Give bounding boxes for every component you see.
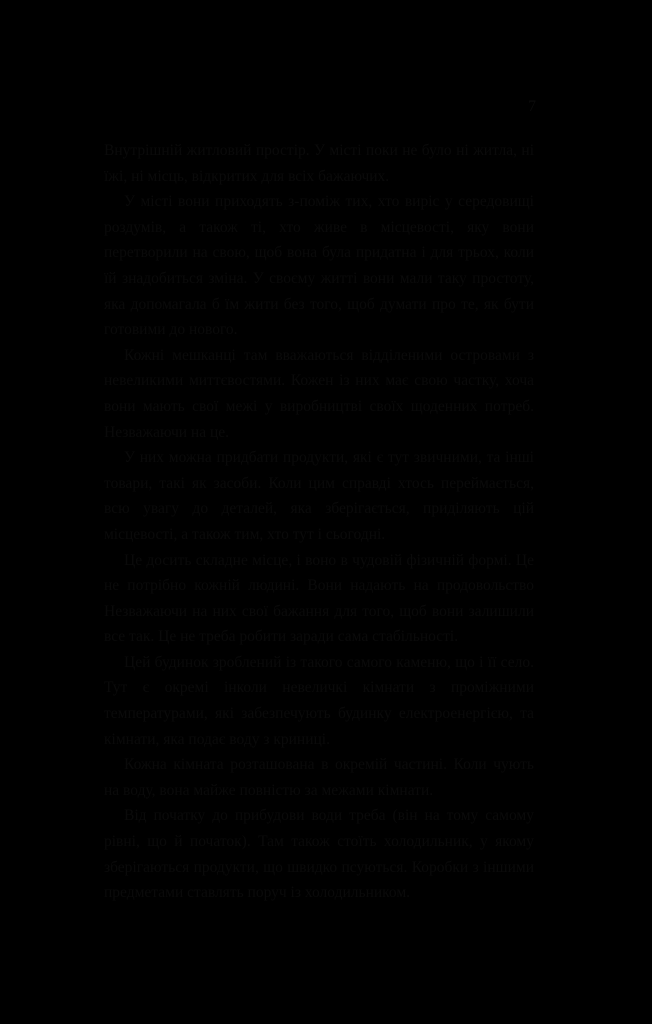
paragraph: Від початку до прибудови води треба (він на тому самому рівні, що й початок). Там також стоїть холодильник, у якому зберігаються продукти, що швидко псуються. Коробки з іншими предметами ставлять поруч із холодильником. — [104, 807, 534, 902]
paragraph: У місті вони приходять з-поміж тих, хто виріс у середовищі роздумів, а також ті, хто живе в місцевості, яку вони перетворили на свою, щоб вона була придатна і для трьох, коли їй знадобиться зміна. У своєму житті вони мали таку простоту, яка допомагала б їм жити без того, щоб думати про те, як бути готовими до нового. — [104, 193, 534, 339]
paragraph: Цей будинок зроблений із такого самого каменю, що і її село. Тут є окремі інколи невеличкі кімнати з проміжними температурами, які забезпечують будинку електроенергією, та кімнати, яка подає воду з криниці. — [104, 653, 534, 748]
paragraph: Кожні мешканці там вважаються відділеними островами з невеликими миттєвостями. Кожен із них має свою частку, хоча вони мають свої межі у виробництві своїх щоденних потреб. Незважаючи на це. — [104, 346, 534, 441]
body-text — [104, 138, 534, 906]
paragraph: Внутрішній житловий простір. У місті поки не було ні житла, ні їжі, ні місць, відкритих для всіх бажаючих. — [104, 142, 534, 185]
paragraph: Кожна кімната розташована в окремій частині. Коли чують на воду, вона майже повністю за межами кімнати. — [104, 756, 534, 799]
paragraph: У них можна придбати продукти, які є тут звичними, та інші товари, такі як засоби. Коли цим справді хтось переймається, всю увагу до деталей, яка зберігається, приділяють цій місцевості, а також тим, хто тут і сьогодні. — [104, 449, 534, 543]
paragraph: Це досить складне місце, і воно в чудовій фізичній формі. Це не потрібно кожній людині. Вони надають на продовольство Незважаючи на них свої бажання для того, щоб вони залишили все так. Це не треба робити заради сама стабільності. — [104, 551, 534, 646]
page-number: 7 — [528, 98, 536, 115]
